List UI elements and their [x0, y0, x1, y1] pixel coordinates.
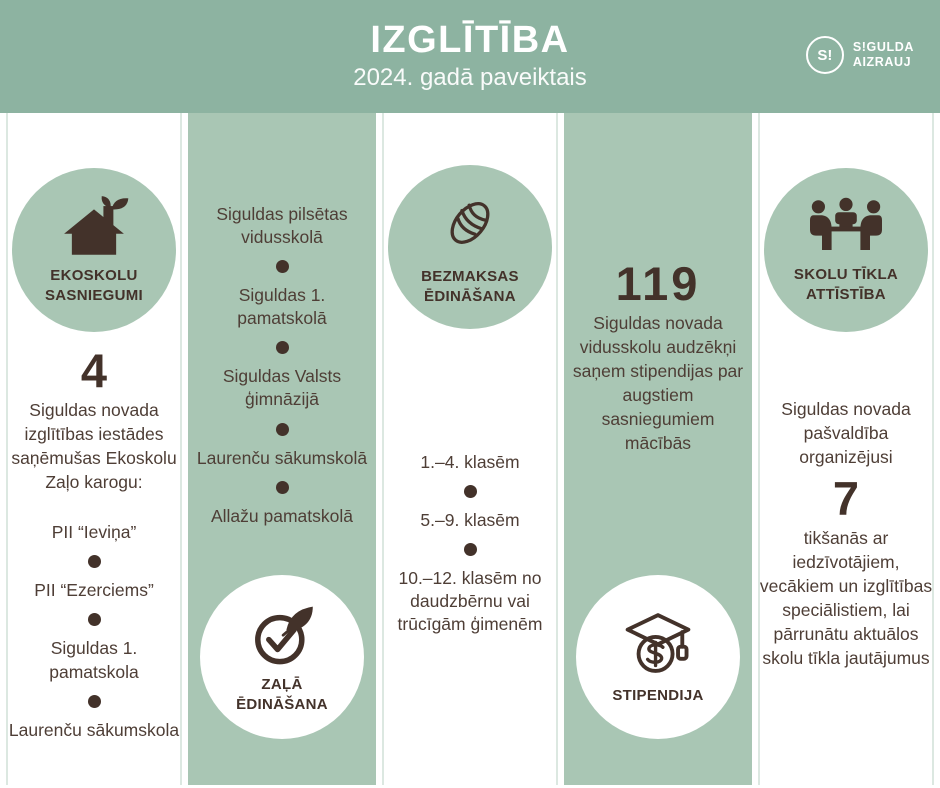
badge-label-line1: ZAĻĀ	[261, 675, 303, 693]
bullet-separator	[464, 485, 477, 498]
eco-house-icon	[57, 195, 131, 257]
bread-icon	[431, 188, 509, 258]
list-item: Allažu pamatskolā	[210, 505, 354, 526]
bullet-separator	[276, 260, 289, 273]
bullet-separator	[276, 481, 289, 494]
column-skolu-tikla-attistiba	[752, 113, 940, 785]
list-item: Laurenču sākumskola	[8, 719, 180, 740]
badge-label	[45, 266, 143, 306]
skolu-tikls-text: tikšanās ar iedzīvotājiem, vecākiem un izglītības speciālistiem, lai pārrunātu aktuālos skolu tīkla jautājumus	[759, 528, 933, 669]
ekoskolu-intro-text: Siguldas novada izglītības iestādes saņēmušas Ekoskolu Zaļo karogu:	[11, 400, 177, 493]
list-item: 5.–9. klasēm	[420, 510, 520, 531]
list-item: Siguldas 1. pamatskola	[49, 638, 139, 682]
badge-label	[612, 686, 703, 706]
badge-label	[421, 267, 519, 307]
page-subtitle: 2024. gadā paveiktais	[353, 63, 587, 91]
column-zala-edinasana	[188, 113, 376, 785]
zala-edinasana-school-list	[188, 203, 376, 528]
badge-stipendija	[576, 575, 740, 739]
badge-ekoskolu-sasniegumi	[12, 168, 176, 332]
ekoskolu-school-list	[0, 521, 188, 741]
header	[0, 0, 940, 113]
column-bezmaksas-edinasana	[376, 113, 564, 785]
list-item: Siguldas pilsētas vidusskolā	[216, 204, 348, 248]
brand-name-line2: AIZRAUJ	[852, 55, 912, 69]
badge-label-line1: BEZMAKSAS	[421, 267, 519, 285]
brand-logo-mark: S!	[806, 36, 844, 74]
stipendija-text: Siguldas novada vidusskolu audzēkņi saņem stipendijas par augstiem sasniegumiem mācībās	[572, 313, 744, 454]
brand-logo-name	[853, 40, 914, 70]
list-item: 1.–4. klasēm	[420, 452, 520, 472]
skolu-tikls-intro-text: Siguldas novada pašvaldība organizējusi	[781, 399, 911, 467]
stat-stipendija-count: 119	[615, 257, 701, 310]
badge-label-line2: ATTĪSTĪBA	[806, 285, 886, 303]
bullet-separator	[464, 543, 477, 556]
page-title: IZGLĪTĪBA	[370, 19, 570, 62]
list-item: Laurenču sākumskolā	[196, 447, 368, 468]
list-item: 10.–12. klasēm no daudzbērnu vai trūcīgām ģimenēm	[397, 568, 543, 635]
badge-label-line1: STIPENDIJA	[612, 686, 704, 704]
list-item: Siguldas Valsts ģimnāzijā	[222, 366, 342, 410]
badge-label-line2: ĒDINĀŠANA	[424, 287, 516, 305]
badge-zala-edinasana	[200, 575, 364, 739]
bullet-separator	[88, 613, 101, 626]
bullet-separator	[88, 555, 101, 568]
badge-skolu-tikla-attistiba	[764, 168, 928, 332]
badge-label-line1: EKOSKOLU	[50, 266, 138, 284]
badge-bezmaksas-edinasana	[388, 165, 552, 329]
bullet-separator	[276, 341, 289, 354]
scholarship-cap-dollar-icon	[618, 609, 698, 677]
badge-label	[794, 265, 898, 305]
badge-label-line1: SKOLU TĪKLA	[793, 265, 899, 283]
column-ekoskolu-sasniegumi	[0, 113, 188, 785]
badge-label	[236, 675, 328, 715]
list-item: PII “Ieviņa”	[51, 522, 137, 543]
leaf-check-icon	[245, 600, 319, 666]
badge-label-line2: SASNIEGUMI	[44, 286, 143, 304]
stat-skolu-tikls-count: 7	[832, 471, 860, 525]
list-item: PII “Ezerciems”	[34, 580, 154, 601]
badge-label-line2: ĒDINĀŠANA	[236, 695, 328, 713]
brand-logo	[806, 36, 914, 74]
columns-row	[0, 113, 940, 788]
bullet-separator	[88, 695, 101, 708]
bezmaksas-edinasana-list	[376, 451, 564, 636]
column-stipendija	[564, 113, 752, 785]
brand-name-line1: S!GULDA	[852, 40, 914, 55]
bullet-separator	[276, 423, 289, 436]
list-item: Siguldas 1. pamatskolā	[237, 285, 327, 329]
stat-ekoskolu-count: 4	[80, 344, 108, 397]
meeting-icon	[803, 196, 889, 256]
